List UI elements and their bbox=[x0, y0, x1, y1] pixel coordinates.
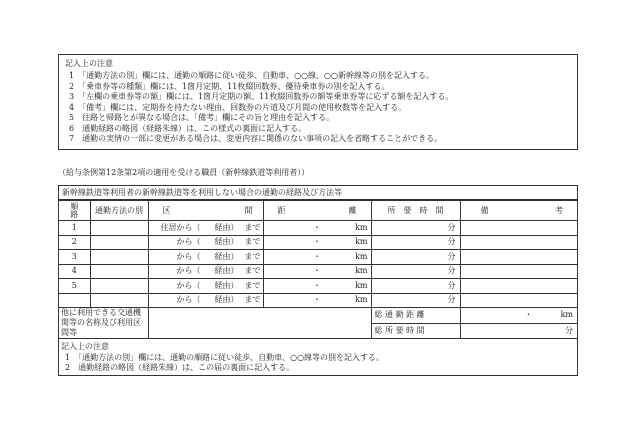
route-table bbox=[59, 200, 577, 339]
note-text: 往路と帰路とが異なる場合は、「備考」欄にその旨と理由を記入する。 bbox=[82, 113, 335, 122]
method-cell[interactable] bbox=[90, 250, 148, 265]
remarks-cell[interactable] bbox=[460, 279, 577, 294]
total-distance-label: 総 通 勤 距 離 bbox=[371, 308, 460, 324]
section-title: （給与条例第12条第2項の適用を受ける職員（新幹線鉄道等利用者）） bbox=[58, 168, 310, 177]
method-cell[interactable] bbox=[90, 279, 148, 294]
total-time-value[interactable]: 分 bbox=[460, 323, 577, 339]
row-number: 4 bbox=[59, 264, 90, 279]
table-row bbox=[59, 293, 577, 308]
distance-int-cell[interactable]: ・ bbox=[263, 279, 327, 294]
note-num: 3 bbox=[69, 92, 75, 101]
time-cell[interactable]: 分 bbox=[371, 279, 460, 294]
note-num: 6 bbox=[69, 123, 75, 133]
distance-int-cell[interactable]: ・ bbox=[263, 264, 327, 279]
table-row bbox=[59, 235, 577, 250]
section-cell[interactable]: から（ 経由） まで bbox=[148, 279, 263, 294]
table-row bbox=[59, 279, 577, 294]
remarks-cell[interactable] bbox=[460, 293, 577, 308]
total-time-label: 総 所 要 時 間 bbox=[371, 323, 460, 339]
section-cell[interactable]: から（ 経由） まで bbox=[148, 250, 263, 265]
form-title: 新幹線鉄道等利用者の新幹線鉄道等を利用しない場合の通勤の経路及び方法等 bbox=[59, 186, 577, 200]
notes-heading: 記入上の注意 bbox=[65, 59, 113, 68]
note-num: 2 bbox=[65, 363, 71, 372]
section-cell[interactable]: 住居から（ 経由） まで bbox=[148, 221, 263, 236]
section-cell[interactable]: から（ 経由） まで bbox=[148, 293, 263, 308]
time-cell[interactable]: 分 bbox=[371, 235, 460, 250]
note-num: 1 bbox=[69, 71, 75, 80]
other-transport-input[interactable] bbox=[148, 308, 371, 339]
notes-box bbox=[58, 54, 578, 150]
note-text: 通勤経路の略図（経路朱線）は、この届の裏面に記入する。 bbox=[78, 363, 295, 372]
method-cell[interactable] bbox=[90, 235, 148, 250]
time-cell[interactable]: 分 bbox=[371, 250, 460, 265]
distance-int-cell[interactable]: ・ bbox=[263, 293, 327, 308]
distance-km-cell[interactable]: km bbox=[327, 250, 371, 265]
note-text: 「通勤方法の別」欄には、通勤の順路に従い徒歩、自動車、○○線等の別を記入する。 bbox=[78, 352, 385, 362]
time-cell[interactable]: 分 bbox=[371, 293, 460, 308]
remarks-cell[interactable] bbox=[460, 235, 577, 250]
form-notes bbox=[59, 339, 577, 375]
distance-km-cell[interactable]: km bbox=[327, 279, 371, 294]
table-header-row bbox=[59, 201, 577, 221]
note-text: 「乗車券等の種類」欄には、1箇月定期、11枚綴回数券、優待乗車券の別を記入する。 bbox=[82, 81, 390, 91]
note-num: 1 bbox=[65, 352, 71, 362]
distance-int-cell[interactable]: ・ bbox=[263, 235, 327, 250]
note-text: 通勤の実情の一部に変更がある場合は、変更内容に関係のない事項の記入を省略することができる。 bbox=[82, 134, 443, 143]
order-header: 順 路 bbox=[59, 201, 90, 221]
distance-km-cell[interactable]: km bbox=[327, 293, 371, 308]
distance-int-cell[interactable]: ・ bbox=[263, 221, 327, 236]
note-num: 2 bbox=[69, 81, 75, 91]
note-text: 通勤経路の略図（経路朱線）は、この様式の裏面に記入する。 bbox=[82, 123, 307, 133]
time-header: 所 要 時 間 bbox=[371, 201, 460, 221]
table-row bbox=[59, 250, 577, 265]
row-number: 1 bbox=[59, 221, 90, 236]
row-number: 3 bbox=[59, 250, 90, 265]
note-num: 5 bbox=[69, 113, 75, 122]
section-cell[interactable]: から（ 経由） まで bbox=[148, 235, 263, 250]
note-line bbox=[65, 363, 294, 374]
other-transport-row bbox=[59, 308, 577, 324]
other-transport-label: 他に利用できる交通機 関等の名称及び利用区 間等 bbox=[59, 308, 148, 339]
table-row bbox=[59, 221, 577, 236]
remarks-cell[interactable] bbox=[460, 221, 577, 236]
note-text: 「備考」欄には、定期券を持たない理由、回数券の片道及び月間の使用枚数等を記入する。 bbox=[82, 102, 407, 112]
row-number bbox=[59, 293, 90, 308]
method-header: 通勤方法の別 bbox=[90, 201, 148, 221]
section-header: 区 間 bbox=[148, 201, 263, 221]
section-cell[interactable]: から（ 経由） まで bbox=[148, 264, 263, 279]
note-num: 7 bbox=[69, 134, 75, 143]
time-cell[interactable]: 分 bbox=[371, 221, 460, 236]
distance-int-cell[interactable]: ・ bbox=[263, 250, 327, 265]
distance-km-cell[interactable]: km bbox=[327, 264, 371, 279]
method-cell[interactable] bbox=[90, 293, 148, 308]
table-row bbox=[59, 264, 577, 279]
distance-km-cell[interactable]: km bbox=[327, 235, 371, 250]
note-text: 「通勤方法の別」欄には、通勤の順路に従い徒歩、自動車、○○線、○○新幹線等の別を記入する。 bbox=[82, 71, 435, 80]
distance-header: 距 離 bbox=[263, 201, 371, 221]
remarks-cell[interactable] bbox=[460, 250, 577, 265]
note-num: 4 bbox=[69, 102, 75, 112]
note-text: 「左欄の乗車券等の額」欄には、1箇月定期の額、11枚綴回数券の額等乗車券等に応ずる額を記入する。 bbox=[82, 92, 454, 101]
route-form bbox=[58, 185, 578, 376]
note-line bbox=[65, 353, 384, 364]
row-number: 5 bbox=[59, 279, 90, 294]
remarks-header: 備 考 bbox=[460, 201, 577, 221]
row-number: 2 bbox=[59, 235, 90, 250]
remarks-cell[interactable] bbox=[460, 264, 577, 279]
time-cell[interactable]: 分 bbox=[371, 264, 460, 279]
notes-heading: 記入上の注意 bbox=[61, 342, 109, 351]
method-cell[interactable] bbox=[90, 221, 148, 236]
distance-km-cell[interactable]: km bbox=[327, 221, 371, 236]
method-cell[interactable] bbox=[90, 264, 148, 279]
total-distance-value[interactable]: ・ km bbox=[460, 308, 577, 324]
